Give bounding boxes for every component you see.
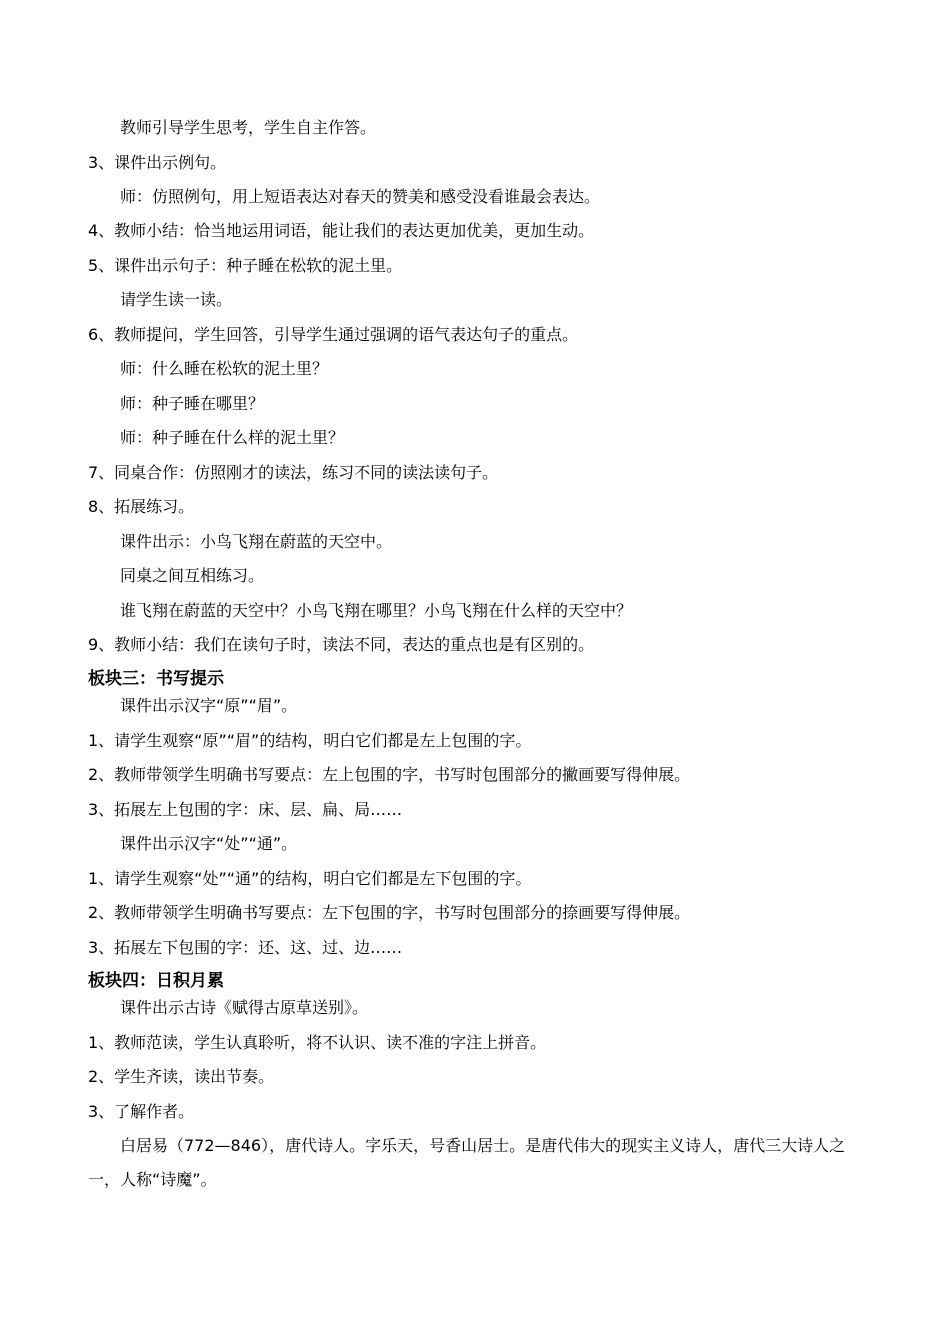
text-line: 师：种子睡在哪里？ — [120, 394, 265, 413]
text-line: 师：什么睡在松软的泥土里？ — [120, 359, 329, 378]
text-line: 2、教师带领学生明确书写要点：左下包围的字，书写时包围部分的捺画要写得伸展。 — [88, 903, 691, 922]
text-line: 4、教师小结：恰当地运用词语，能让我们的表达更加优美，更加生动。 — [88, 221, 595, 240]
text-line: 7、同桌合作：仿照刚才的读法，练习不同的读法读句子。 — [88, 463, 499, 482]
text-line: 3、拓展左下包围的字：还、这、过、边…… — [88, 938, 403, 957]
text-line: 2、教师带领学生明确书写要点：左上包围的字，书写时包围部分的撇画要写得伸展。 — [88, 765, 691, 784]
text-line: 同桌之间互相练习。 — [120, 566, 265, 585]
text-line: 1、教师范读，学生认真聆听，将不认识、读不准的字注上拼音。 — [88, 1033, 547, 1052]
text-line: 课件出示汉字“处”“通”。 — [120, 834, 298, 853]
text-line: 2、学生齐读，读出节奏。 — [88, 1067, 275, 1086]
text-line: 师：仿照例句，用上短语表达对春天的赞美和感受没看谁最会表达。 — [120, 187, 601, 206]
text-line: 谁飞翔在蔚蓝的天空中？小鸟飞翔在哪里？小鸟飞翔在什么样的天空中？ — [120, 601, 633, 620]
text-line: 1、请学生观察“原”“眉”的结构，明白它们都是左上包围的字。 — [88, 731, 532, 750]
text-line: 请学生读一读。 — [120, 290, 233, 309]
text-line: 课件出示：小鸟飞翔在蔚蓝的天空中。 — [120, 532, 393, 551]
text-line: 教师引导学生思考，学生自主作答。 — [120, 118, 377, 137]
section-heading: 板块四：日积月累 — [88, 971, 224, 991]
text-line: 6、教师提问，学生回答，引导学生通过强调的语气表达句子的重点。 — [88, 325, 579, 344]
text-line: 9、教师小结：我们在读句子时，读法不同，表达的重点也是有区别的。 — [88, 635, 595, 654]
section-heading: 板块三：书写提示 — [88, 669, 224, 689]
text-line: 3、课件出示例句。 — [88, 153, 227, 172]
text-line: 3、拓展左上包围的字：床、层、扁、局…… — [88, 800, 403, 819]
text-line: 8、拓展练习。 — [88, 497, 195, 516]
text-line: 课件出示古诗《赋得古原草送别》。 — [120, 998, 369, 1017]
text-line: 3、了解作者。 — [88, 1102, 195, 1121]
text-line: 1、请学生观察“处”“通”的结构，明白它们都是左下包围的字。 — [88, 869, 532, 888]
text-line: 课件出示汉字“原”“眉”。 — [120, 696, 298, 715]
text-line: 5、课件出示句子：种子睡在松软的泥土里。 — [88, 256, 403, 275]
author-paragraph: 白居易（772—846），唐代诗人。字乐天，号香山居士。是唐代伟大的现实主义诗人，唐代三大诗人之一，人称“诗魔”。 — [88, 1136, 846, 1189]
text-line: 师：种子睡在什么样的泥土里？ — [120, 428, 345, 447]
